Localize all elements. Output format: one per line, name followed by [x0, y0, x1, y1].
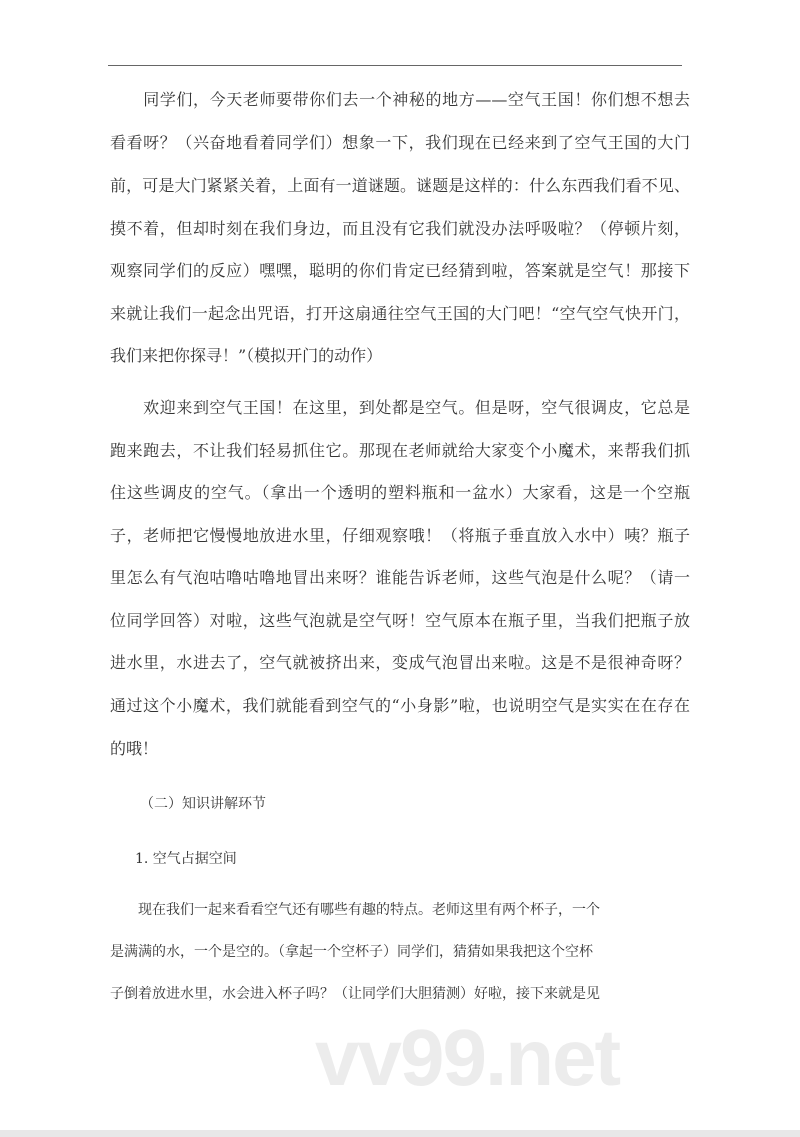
text-line: 观察同学们的反应）嘿嘿，聪明的你们肯定已经猜到啦，答案就是空气！那接下 — [110, 261, 690, 280]
subsection-heading: 1. 空气占据空间 — [135, 851, 237, 867]
text-line: 的哦！ — [110, 739, 159, 758]
text-line: 现在我们一起来看看空气还有哪些有趣的特点。老师这里有两个杯子，一个 — [110, 902, 600, 918]
text-line: 前，可是大门紧紧关着，上面有一道谜题。谜题是这样的：什么东西我们看不见、 — [110, 176, 690, 195]
page-bottom-edge — [0, 1130, 800, 1137]
watermark: vv99.net — [315, 1013, 620, 1102]
text-line: 我们来把你探寻！”（模拟开门的动作） — [110, 346, 383, 365]
text-line: 来就让我们一起念出咒语，打开这扇通往空气王国的大门吧！“空气空气快开门， — [110, 304, 690, 323]
text-line: 摸不着，但却时刻在我们身边，而且没有它我们就没办法呼吸啦？（停顿片刻， — [110, 219, 690, 238]
text-line: 跑来跑去，不让我们轻易抓住它。那现在老师就给大家变个小魔术，来帮我们抓 — [110, 441, 690, 460]
text-line: 里怎么有气泡咕噜咕噜地冒出来呀？谁能告诉老师，这些气泡是什么呢？（请一 — [110, 568, 690, 587]
section-heading: （二）知识讲解环节 — [140, 796, 266, 812]
text-line: 住这些调皮的空气。（拿出一个透明的塑料瓶和一盆水）大家看，这是一个空瓶 — [110, 483, 690, 502]
text-line: 位同学回答）对啦，这些气泡就是空气呀！空气原本在瓶子里，当我们把瓶子放 — [110, 611, 690, 630]
text-line: 子，老师把它慢慢地放进水里，仔细观察哦！（将瓶子垂直放入水中）咦？瓶子 — [110, 526, 690, 545]
text-line: 子倒着放进水里，水会进入杯子吗？（让同学们大胆猜测）好啦，接下来就是见 — [110, 986, 600, 1002]
text-line: 通过这个小魔术，我们就能看到空气的“小身影”啦，也说明空气是实实在在存在 — [110, 696, 690, 715]
text-line: 看看呀？（兴奋地看着同学们）想象一下，我们现在已经来到了空气王国的大门 — [110, 133, 690, 152]
text-line: 是满满的水，一个是空的。（拿起一个空杯子）同学们，猜猜如果我把这个空杯 — [110, 944, 593, 960]
text-line: 进水里，水进去了，空气就被挤出来，变成气泡冒出来啦。这是不是很神奇呀？ — [110, 653, 690, 672]
text-line: 欢迎来到空气王国！在这里，到处都是空气。但是呀，空气很调皮，它总是 — [110, 398, 690, 417]
header-rule — [108, 65, 682, 66]
text-line: 同学们，今天老师要带你们去一个神秘的地方——空气王国！你们想不想去 — [110, 90, 690, 109]
